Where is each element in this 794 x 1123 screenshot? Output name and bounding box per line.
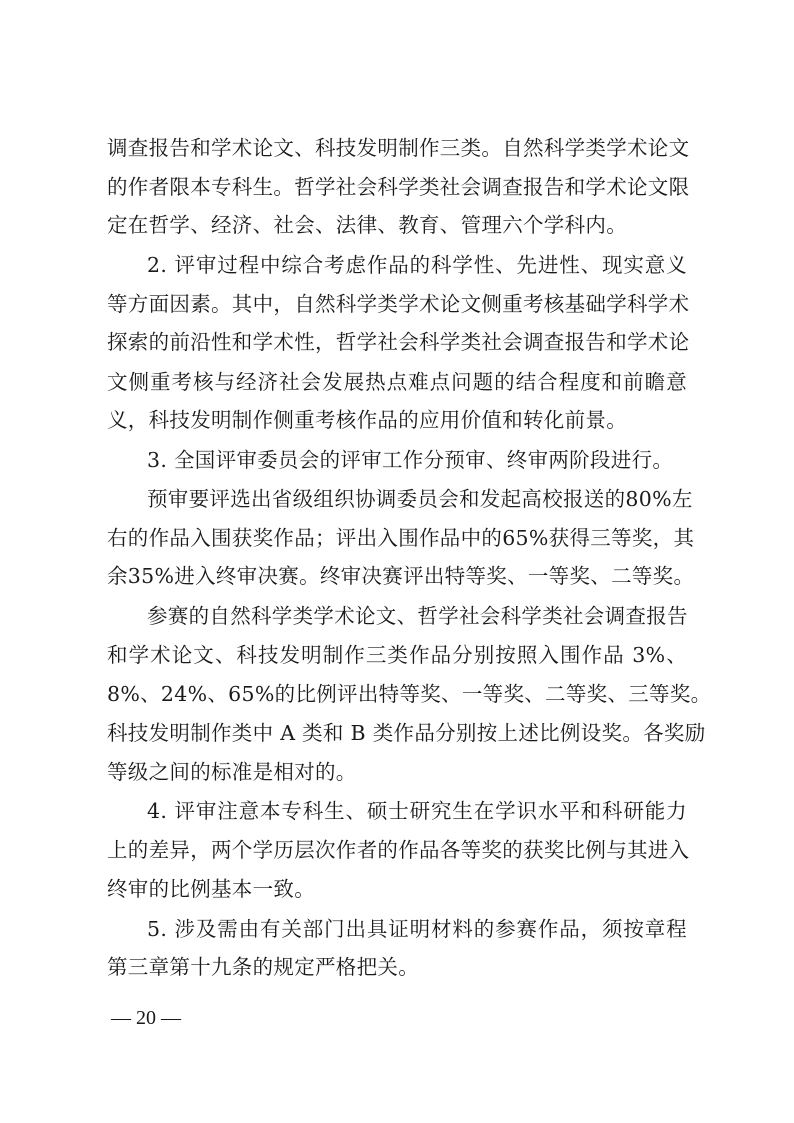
paragraph-5-line-4: 科技发明制作类中 A 类和 B 类作品分别按上述比例设奖。各奖励 [107, 721, 706, 745]
paragraph-1-line-1: 调查报告和学术论文、科技发明制作三类。自然科学类学术论文 [107, 136, 690, 160]
paragraph-6-line-2: 上的差异，两个学历层次作者的作品各等奖的获奖比例与其进入 [107, 838, 690, 862]
paragraph-4-line-3: 余35%进入终审决赛。终审决赛评出特等奖、一等奖、二等奖。 [107, 564, 695, 588]
paragraph-6-line-3: 终审的比例基本一致。 [107, 877, 315, 901]
paragraph-4-line-2: 右的作品入围获奖作品；评出入围作品中的65%获得三等奖，其 [107, 526, 695, 550]
paragraph-5-line-3: 8%、24%、65%的比例评出特等奖、一等奖、二等奖、三等奖。 [107, 682, 712, 706]
paragraph-2-line-3: 探索的前沿性和学术性，哲学社会科学类社会调查报告和学术论 [107, 330, 690, 354]
paragraph-7-line-2: 第三章第十九条的规定严格把关。 [107, 955, 419, 979]
paragraph-3-line-1: 3. 全国评审委员会的评审工作分预审、终审两阶段进行。 [147, 448, 674, 472]
page-number: — 20 — [111, 1007, 181, 1029]
paragraph-6-line-1: 4. 评审注意本专科生、硕士研究生在学识水平和科研能力 [147, 799, 687, 823]
paragraph-2-line-5: 义，科技发明制作侧重考核作品的应用价值和转化前景。 [107, 408, 627, 432]
paragraph-2-line-4: 文侧重考核与经济社会发展热点难点问题的结合程度和前瞻意 [107, 370, 687, 394]
paragraph-2-line-2: 等方面因素。其中，自然科学类学术论文侧重考核基础学科学术 [107, 292, 690, 316]
paragraph-5-line-5: 等级之间的标准是相对的。 [107, 760, 357, 784]
paragraph-2-line-1: 2. 评审过程中综合考虑作品的科学性、先进性、现实意义 [147, 253, 687, 277]
paragraph-1-line-2: 的作者限本专科生。哲学社会科学类社会调查报告和学术论文限 [107, 175, 690, 199]
paragraph-1-line-3: 定在哲学、经济、社会、法律、教育、管理六个学科内。 [107, 213, 627, 237]
paragraph-4-line-1: 预审要评选出省级组织协调委员会和发起高校报送的80%左 [147, 487, 693, 511]
paragraph-5-line-1: 参赛的自然科学类学术论文、哲学社会科学类社会调查报告 [147, 604, 688, 628]
paragraph-7-line-1: 5. 涉及需由有关部门出具证明材料的参赛作品，须按章程 [147, 917, 687, 941]
paragraph-5-line-2: 和学术论文、科技发明制作三类作品分别按照入围作品 3%、 [107, 643, 687, 667]
